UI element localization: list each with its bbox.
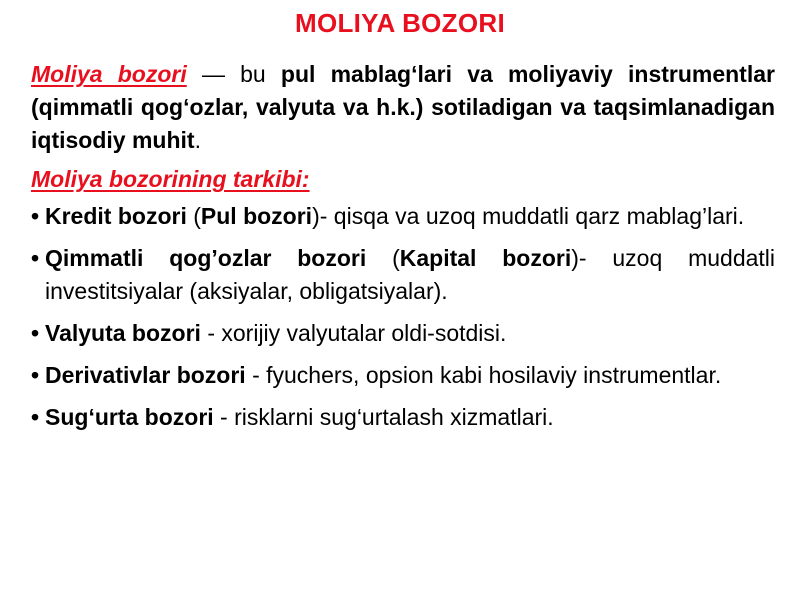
definition-term: Moliya bozori (31, 61, 187, 87)
item-term: Sug‘urta bozori (45, 404, 214, 430)
bullet-icon: • (31, 362, 40, 388)
item-mid: ( (186, 203, 201, 229)
item-description: - risklarni sug‘urtalash xizmatlari. (213, 404, 554, 430)
list-item-securities-market (31, 242, 775, 308)
structure-heading-text: Moliya bozorining tarkibi: (31, 166, 310, 192)
item-term-secondary: Kapital bozori (399, 245, 572, 271)
definition-end: . (194, 127, 201, 153)
item-term: Valyuta bozori (45, 320, 201, 346)
item-term: Kredit bozori (45, 203, 187, 229)
item-term: Derivativlar bozori (45, 362, 246, 388)
bullet-icon: • (31, 404, 40, 430)
bullet-icon: • (31, 203, 40, 229)
definition-text: pul mablag‘lari va moliyaviy instrumentlar (qimmatli qog‘ozlar, valyuta va h.k.) sotiladigan va taqsimlanadigan iqtisodiy muhit (31, 61, 775, 153)
item-description: )- uzoq muddatli investitsiyalar (aksiyalar, obligatsiyalar). (45, 245, 776, 304)
list-item-derivatives-market (31, 359, 775, 392)
market-list (31, 200, 775, 434)
bullet-icon: • (31, 320, 40, 346)
list-item-currency-market (31, 317, 775, 350)
item-term: Qimmatli qog’ozlar bozori (45, 245, 367, 271)
item-description: - fyuchers, opsion kabi hosilaviy instrumentlar. (245, 362, 722, 388)
item-term-secondary: Pul bozori (200, 203, 313, 229)
definition-paragraph (31, 58, 775, 157)
item-description: )- qisqa va uzoq muddatli qarz mablag’lari. (312, 203, 745, 229)
list-item-insurance-market (31, 401, 775, 434)
slide-title: MOLIYA BOZORI (295, 8, 505, 38)
bullet-icon: • (31, 245, 40, 271)
item-description: - xorijiy valyutalar oldi-sotdisi. (200, 320, 507, 346)
list-item-credit-market (31, 200, 775, 233)
definition-dash: — bu (186, 61, 281, 87)
item-mid: ( (366, 245, 400, 271)
structure-heading (31, 163, 775, 196)
slide-body (31, 58, 775, 443)
